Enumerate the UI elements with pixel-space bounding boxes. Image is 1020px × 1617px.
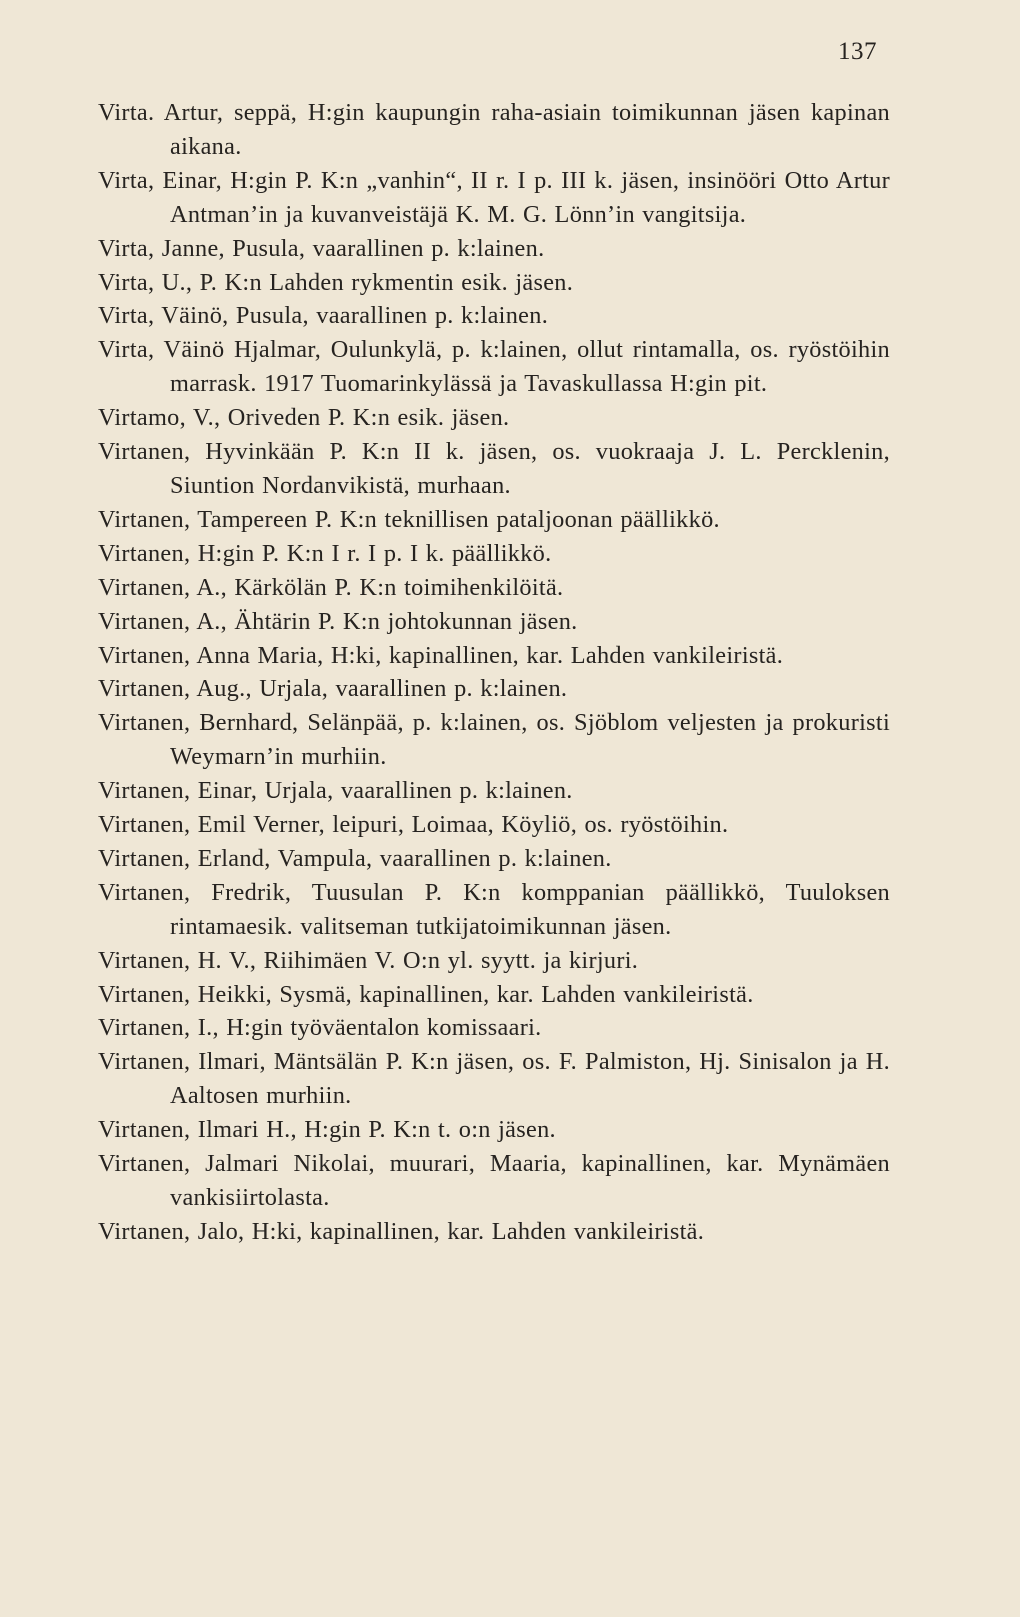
- register-entry: Virtanen, I., H:gin työväentalon komissaari.: [98, 1014, 542, 1042]
- register-entry: Virtanen, Einar, Urjala, vaarallinen p. k:lainen.: [98, 777, 573, 805]
- register-entry: Virtanen, Jalo, H:ki, kapinallinen, kar. Lahden vankileiristä.: [98, 1217, 705, 1245]
- register-entry: Virtanen, Hyvinkään P. K:n II k. jäsen, os. vuokraaja J. L. Percklenin, Siuntion Nordanvikistä, murhaan.: [98, 438, 890, 499]
- register-entries: [98, 96, 890, 1249]
- register-entry: Virtanen, H:gin P. K:n I r. I p. I k. päällikkö.: [98, 539, 552, 567]
- register-entry: Virtanen, Ilmari, Mäntsälän P. K:n jäsen, os. F. Palmiston, Hj. Sinisalon ja H. Aaltosen murhiin.: [98, 1048, 890, 1110]
- register-entry: Virtanen, Aug., Urjala, vaarallinen p. k:lainen.: [98, 675, 568, 703]
- register-entry: Virtanen, H. V., Riihimäen V. O:n yl. syytt. ja kirjuri.: [98, 946, 639, 974]
- register-entry: Virta, Väinö Hjalmar, Oulunkylä, p. k:lainen, ollut rintamalla, os. ryöstöihin marrask. 1917 Tuomarinkylässä ja Tavaskullassa H:gin pit.: [98, 336, 890, 398]
- register-entry: Virtanen, A., Ähtärin P. K:n johtokunnan jäsen.: [98, 607, 578, 635]
- register-entry: Virtanen, Jalmari Nikolai, muurari, Maaria, kapinallinen, kar. Mynämäen vankisiirtolasta.: [98, 1150, 890, 1211]
- register-entry: Virta, Janne, Pusula, vaarallinen p. k:lainen.: [98, 234, 545, 262]
- register-entry: Virtamo, V., Oriveden P. K:n esik. jäsen.: [98, 404, 510, 432]
- register-entry: Virtanen, Erland, Vampula, vaarallinen p. k:lainen.: [98, 844, 612, 872]
- register-entry: Virtanen, A., Kärkölän P. K:n toimihenkilöitä.: [98, 573, 564, 601]
- register-entry: Virtanen, Bernhard, Selänpää, p. k:lainen, os. Sjöblom veljesten ja prokuristi Weymarn’in murhiin.: [98, 709, 890, 771]
- page-number: 137: [838, 38, 877, 65]
- register-entry: Virtanen, Tampereen P. K:n teknillisen pataljoonan päällikkö.: [98, 505, 720, 533]
- register-entry: Virtanen, Emil Verner, leipuri, Loimaa, Köyliö, os. ryöstöihin.: [98, 811, 729, 839]
- register-entry: Virta, U., P. K:n Lahden rykmentin esik. jäsen.: [98, 268, 574, 296]
- register-entry: Virta, Väinö, Pusula, vaarallinen p. k:lainen.: [98, 302, 549, 330]
- register-entry: Virtanen, Heikki, Sysmä, kapinallinen, kar. Lahden vankileiristä.: [98, 980, 754, 1008]
- register-entry: Virtanen, Ilmari H., H:gin P. K:n t. o:n jäsen.: [98, 1116, 556, 1144]
- register-entry: Virta. Artur, seppä, H:gin kaupungin raha-asiain toimikunnan jäsen kapinan aikana.: [98, 99, 890, 160]
- register-entry: Virtanen, Fredrik, Tuusulan P. K:n komppanian päällikkö, Tuuloksen rintamaesik. valitseman tutkijatoimikunnan jäsen.: [98, 878, 890, 940]
- register-entry: Virta, Einar, H:gin P. K:n „vanhin“, II r. I p. III k. jäsen, insinööri Otto Artur Antman’in ja kuvanveistäjä K. M. G. Lönn’in vangitsija.: [98, 166, 890, 228]
- register-entry: Virtanen, Anna Maria, H:ki, kapinallinen, kar. Lahden vankileiristä.: [98, 641, 784, 669]
